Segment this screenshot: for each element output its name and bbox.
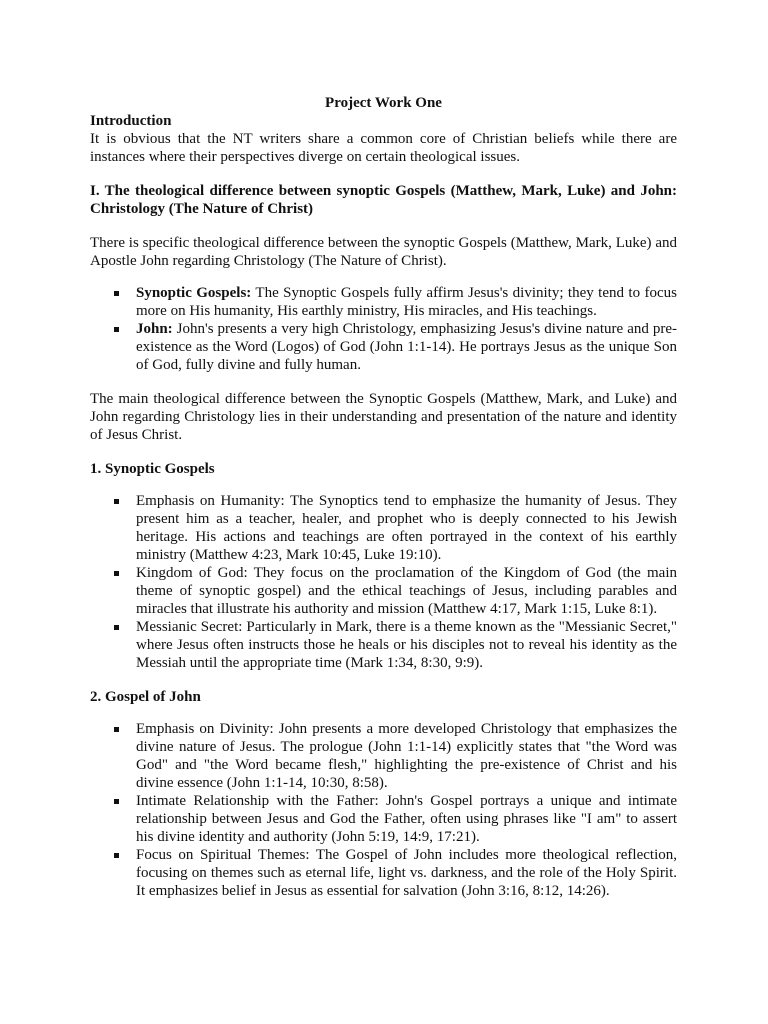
list-item xyxy=(90,720,677,792)
square-bullet-icon xyxy=(114,291,119,296)
square-bullet-icon xyxy=(114,327,119,332)
square-bullet-icon xyxy=(114,499,119,504)
list-item xyxy=(90,564,677,618)
list-item-text: Kingdom of God: They focus on the proclamation of the Kingdom of God (the main theme of synoptic gospel) and the ethical teachings of Jesus, including parables and miracles that illustrate his authority and mission (Matthew 4:17, Mark 1:15, Luke 8:1). xyxy=(136,565,677,617)
list-item xyxy=(90,320,677,374)
comparison-list xyxy=(90,284,677,374)
introduction-text: It is obvious that the NT writers share a common core of Christian beliefs while there are instances where their perspectives diverge on certain theological issues. xyxy=(90,131,677,165)
square-bullet-icon xyxy=(114,571,119,576)
list-item-label: John: xyxy=(136,321,173,337)
section-one-intro: There is specific theological difference between the synoptic Gospels (Matthew, Mark, Luke) and Apostle John regarding Christology (The Nature of Christ). xyxy=(90,235,677,269)
synoptic-heading: 1. Synoptic Gospels xyxy=(90,461,215,477)
list-item-text: The Synoptic Gospels fully affirm Jesus's divinity; they tend to focus more on His humanity, His earthly ministry, His miracles, and His teachings. xyxy=(136,285,678,319)
section-one-summary: The main theological difference between the Synoptic Gospels (Matthew, Mark, and Luke) and John regarding Christology lies in their understanding and presentation of the nature and identity of Jesus Christ. xyxy=(90,391,677,443)
list-item-text: John's presents a very high Christology, emphasizing Jesus's divine nature and pre-existence as the Word (Logos) of God (John 1:1-14). He portrays Jesus as the unique Son of God, fully divine and fully human. xyxy=(136,321,677,373)
list-item-text: Emphasis on Divinity: John presents a more developed Christology that emphasizes the divine nature of Jesus. The prologue (John 1:1-14) explicitly states that "the Word was God" and "the Word became flesh," highlighting the pre-existence of Christ and his divine essence (John 1:1-14, 10:30, 8:58). xyxy=(136,721,677,791)
list-item xyxy=(90,618,677,672)
square-bullet-icon xyxy=(114,625,119,630)
document-title: Project Work One xyxy=(325,95,442,111)
square-bullet-icon xyxy=(114,727,119,732)
list-item-text: Focus on Spiritual Themes: The Gospel of John includes more theological reflection, focusing on themes such as eternal life, light vs. darkness, and the role of the Holy Spirit. It emphasizes belief in Jesus as essential for salvation (John 3:16, 8:12, 14:26). xyxy=(136,847,677,899)
list-item-text: Emphasis on Humanity: The Synoptics tend to emphasize the humanity of Jesus. They present him as a teacher, healer, and prophet who is deeply connected to his Jewish heritage. His actions and teachings are often portrayed in the context of his earthly ministry (Matthew 4:23, Mark 10:45, Luke 19:10). xyxy=(136,493,677,563)
square-bullet-icon xyxy=(114,799,119,804)
list-item xyxy=(90,846,677,900)
john-heading: 2. Gospel of John xyxy=(90,689,201,705)
square-bullet-icon xyxy=(114,853,119,858)
section-one-heading: I. The theological difference between synoptic Gospels (Matthew, Mark, Luke) and John: Christology (The Nature of Christ) xyxy=(90,183,677,217)
document-body xyxy=(90,94,677,900)
john-list xyxy=(90,720,677,900)
synoptic-list xyxy=(90,492,677,672)
list-item xyxy=(90,792,677,846)
list-item-label: Synoptic Gospels: xyxy=(136,285,252,301)
list-item xyxy=(90,492,677,564)
introduction-heading: Introduction xyxy=(90,113,172,129)
list-item-text: Intimate Relationship with the Father: John's Gospel portrays a unique and intimate relationship between Jesus and God the Father, often using phrases like "I am" to assert his divine identity and authority (John 5:19, 14:9, 17:21). xyxy=(136,793,677,845)
list-item-text: Messianic Secret: Particularly in Mark, there is a theme known as the "Messianic Secret," where Jesus often instructs those he heals or his disciples not to reveal his identity as the Messiah until the appropriate time (Mark 1:34, 8:30, 9:9). xyxy=(136,619,677,671)
list-item xyxy=(90,284,677,320)
